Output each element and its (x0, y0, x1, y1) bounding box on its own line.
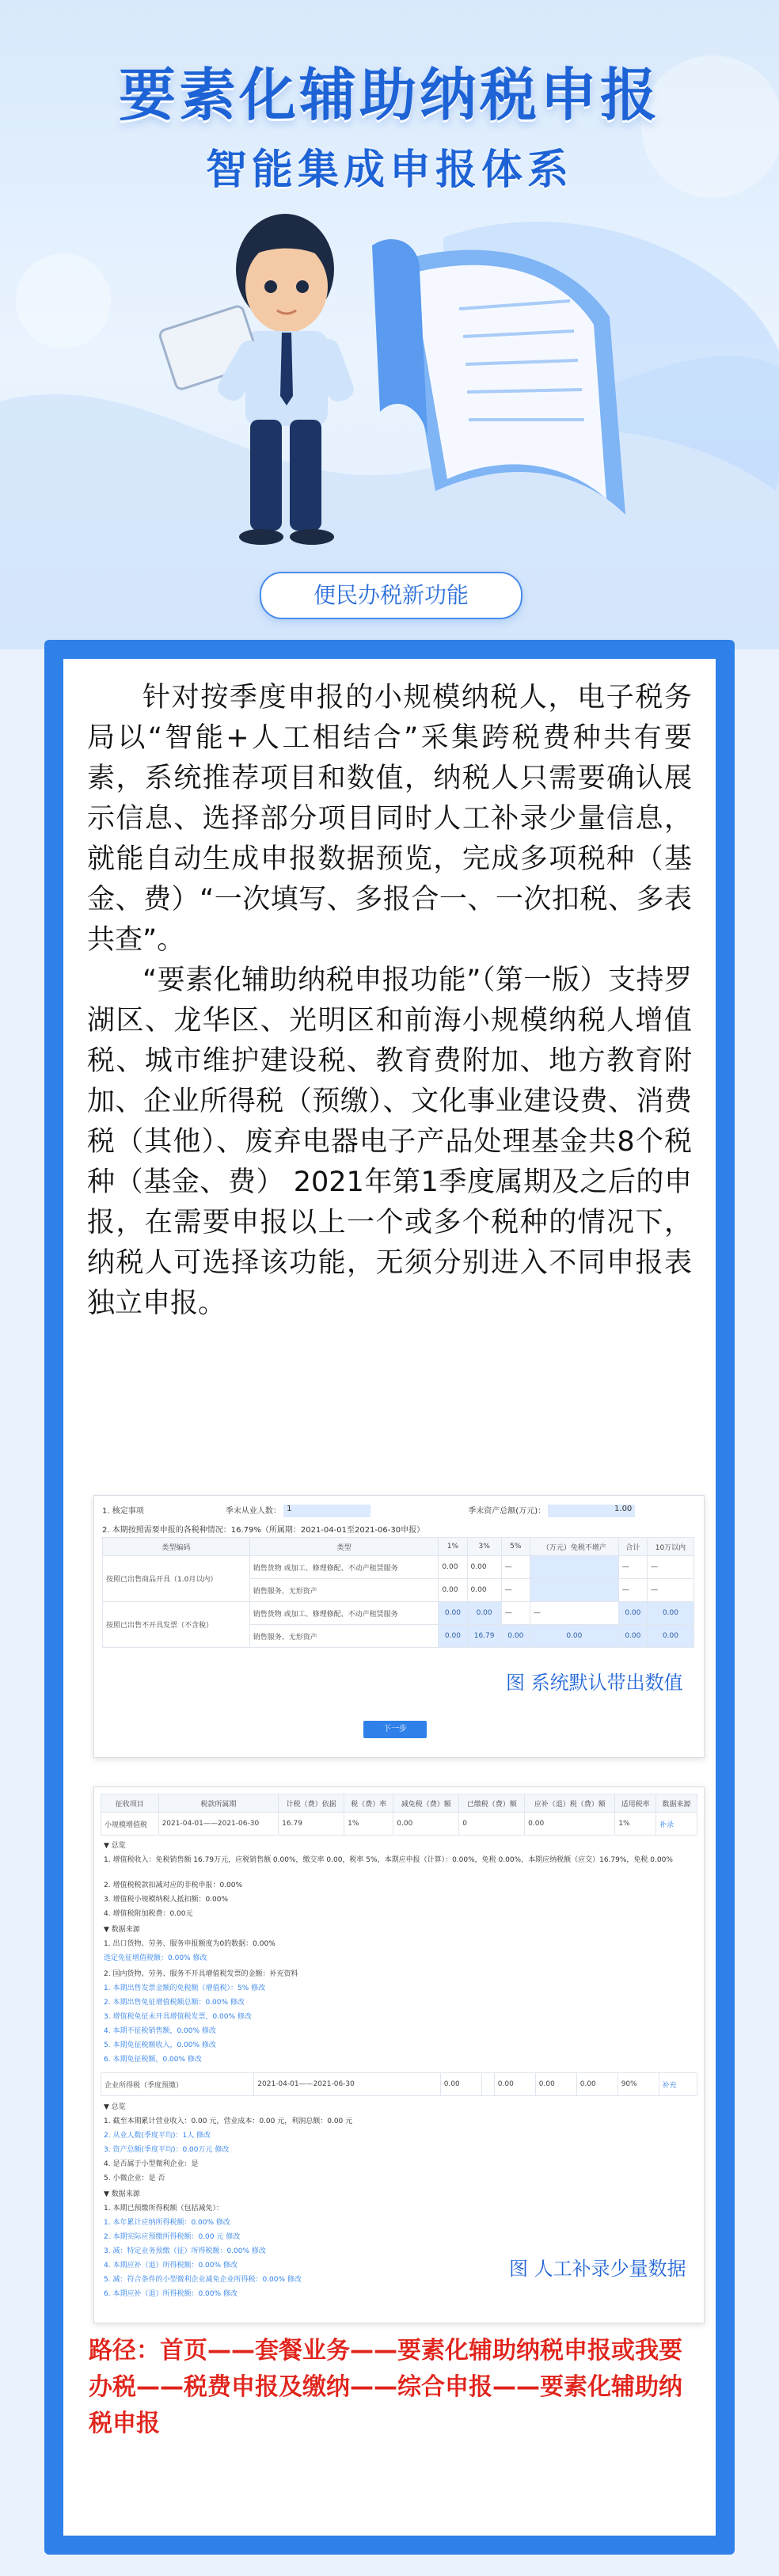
table-cell: 0.00 (440, 2073, 481, 2096)
income-tax-table (101, 2072, 697, 2096)
table-cell: 0.00 (494, 2073, 535, 2096)
table-header (101, 1794, 697, 1813)
section-toggle[interactable]: ▼ 数据来源 (104, 2190, 140, 2198)
table-cell: 0 (459, 1813, 525, 1836)
table-cell: — (618, 1556, 647, 1579)
detail-line: 1. 增值税收入：免税销售额 16.79万元，应税销售额 0.00%，缴交率 0.00，税率 5%，本期应申报（计算）：0.00%，免税 0.00%，本期应纳税额（应交）16.79%，免税 0.00% (104, 1856, 673, 1864)
col-header: 税款所属期 (158, 1794, 279, 1813)
small-enterprise-radio[interactable]: 5. 小微企业：是 否 (104, 2175, 165, 2182)
detail-line: 1. 截至本期累计营业收入：0.00 元，营业成本：0.00 元，利润总额：0.00 元 (104, 2117, 353, 2125)
table-cell: 销售服务、无形资产 (249, 1579, 439, 1602)
table-cell[interactable]: 0.00 (467, 1579, 501, 1602)
table-cell[interactable]: 0.00 (467, 1602, 501, 1625)
table-row[interactable] (101, 1813, 697, 1836)
col-header: 已缴税（费）额 (459, 1794, 525, 1813)
table-cell[interactable]: 0.00 (439, 1602, 467, 1625)
row1-field1-label: 季末从业人数： (225, 1507, 281, 1516)
table-cell (481, 2073, 494, 2096)
table-cell: 销售货物 或加工、修理修配、不动产租赁服务 (249, 1556, 439, 1579)
detail-line: 2. 增值税税款扣减对应的非税申报：0.00% (104, 1882, 243, 1889)
table-cell: 2021-04-01——2021-06-30 (158, 1813, 279, 1836)
table-cell[interactable]: 0.00 (467, 1556, 501, 1579)
table-cell: — (501, 1579, 530, 1602)
table-cell: — (501, 1602, 530, 1625)
table-cell: 2021-04-01——2021-06-30 (254, 2073, 440, 2096)
table-cell: 小规模增值税 (101, 1813, 159, 1836)
table-cell: 1% (615, 1813, 656, 1836)
col-header: 5% (501, 1538, 530, 1556)
caption-default-values: 图 系统默认带出数值 (506, 1672, 683, 1694)
intro-text (87, 678, 692, 1324)
table-cell: 0.00 (576, 2073, 618, 2096)
editable-line[interactable]: 4. 本期不征税销售额，0.00% 修改 (104, 2027, 216, 2035)
page-subtitle: 智能集成申报体系 (205, 146, 573, 194)
table-cell[interactable]: 0.00 (618, 1625, 647, 1648)
table-cell[interactable]: 0.00 (439, 1556, 467, 1579)
col-header: 10万以内 (647, 1538, 694, 1556)
detail-line: 4. 是否属于小型微利企业：是 (104, 2160, 199, 2168)
editable-line[interactable]: 4. 本期应补（退）所得税额：0.00% 修改 (104, 2262, 238, 2270)
detail-line: 4. 增值税附加税费：0.00元 (104, 1910, 193, 1918)
table-cell: — (501, 1556, 530, 1579)
section-toggle[interactable]: ▼ 总览 (104, 1842, 126, 1850)
screenshot-manual-supplement (93, 1786, 705, 2323)
table-cell: 销售服务、无形资产 (249, 1625, 439, 1648)
editable-line[interactable]: 3. 减：特定业务预缴（征）所得税额：0.00% 修改 (104, 2247, 266, 2255)
editable-line[interactable]: 2. 本期出售免征增值税额总额：0.00% 修改 (104, 1999, 245, 2007)
detail-line: 1. 本期已预缴所得税额（包括减免）： (104, 2205, 223, 2213)
editable-line[interactable]: 2. 本期实际应预缴所得税额：0.00 元 修改 (104, 2233, 241, 2241)
intro-paragraph-2: “要素化辅助纳税申报功能”（第一版）支持罗湖区、龙华区、光明区和前海小规模纳税人增值税、城市维护建设税、教育费附加、地方教育附加、企业所得税（预缴）、文化事业建设费、消费税（其他）、废弃电器电子产品处理基金共8个税种（基金、费） 2021年第1季度属期及之后的申报，在需要申报以上一个或多个税种的情况下，纳税人可选择该功能，无须分别进入不同申报表独立申报。 (87, 965, 692, 1319)
table-cell[interactable] (530, 1556, 618, 1579)
editable-line[interactable]: 选定免征增值税额：0.00% 修改 (104, 1954, 207, 1962)
table-row (103, 1556, 694, 1579)
table-cell[interactable]: 0.00 (618, 1602, 647, 1625)
navigation-path-text: 路径：首页——套餐业务——要素化辅助纳税申报或我要办税——税费申报及缴纳——综合申报——要素化辅助纳税申报 (89, 2337, 682, 2437)
row-declare-info: 2. 本期按照需要申报的各税种情况：16.79%（所属期：2021-04-01至2021-06-30申报） (102, 1526, 425, 1535)
editable-line[interactable]: 3. 增值税免征未开具增值税发票，0.00% 修改 (104, 2013, 252, 2021)
screenshot-default-values (93, 1495, 705, 1758)
detail-line: 3. 增值税小规模纳税人抵扣额：0.00% (104, 1896, 229, 1904)
table-cell: — (647, 1556, 694, 1579)
table-cell: 0.00 (393, 1813, 459, 1836)
table-cell[interactable]: 0.00 (439, 1579, 467, 1602)
supplement-link[interactable]: 补录 (656, 1813, 697, 1836)
hero-banner (0, 0, 779, 649)
caption-manual-supplement: 图 人工补录少量数据 (506, 2253, 690, 2281)
page-title: 要素化辅助纳税申报 (118, 62, 660, 128)
row1-value2-box (548, 1505, 635, 1517)
col-header: 数据来源 (656, 1794, 697, 1813)
sales-table (102, 1537, 694, 1648)
editable-line[interactable]: 3. 资产总额(季度平均)：0.00万元 修改 (104, 2146, 230, 2154)
table-cell: 0.00 (525, 1813, 615, 1836)
row1-value2: 1.00 (614, 1505, 633, 1513)
table-cell: 90% (618, 2073, 659, 2096)
table-cell[interactable] (530, 1579, 618, 1602)
intro-paragraph-1: 针对按季度申报的小规模纳税人，电子税务局以“智能+人工相结合”采集跨税费种共有要素，系统推荐项目和数值，纳税人只需要确认展示信息、选择部分项目同时人工补录少量信息，就能自动生成申报数据预览，完成多项税种（基金、费）“一次填写、多报合一、一次扣税、多表共查”。 (87, 682, 692, 956)
row1-value1: 1 (287, 1505, 292, 1513)
row1-field2-label: 季末资产总额(万元)： (468, 1507, 546, 1516)
table-cell[interactable]: 0.00 (530, 1625, 618, 1648)
table-cell[interactable]: 0.00 (501, 1625, 530, 1648)
table-header (103, 1538, 694, 1556)
col-header: 减免税（费）额 (393, 1794, 459, 1813)
col-header: 税（费）率 (344, 1794, 393, 1813)
col-header: 征收项目 (101, 1794, 159, 1813)
table-cell: 销售货物 或加工、修理修配、不动产租赁服务 (249, 1602, 439, 1625)
next-step-button[interactable]: 下一步 (363, 1721, 427, 1738)
editable-line[interactable]: 2. 从业人数(季度平均)：1人 修改 (104, 2132, 211, 2140)
table-cell: 企业所得税（季度预缴） (101, 2073, 254, 2096)
table-row[interactable] (101, 2073, 697, 2096)
tax-assistant-illustration (135, 198, 641, 570)
table-cell[interactable]: 0.00 (647, 1602, 694, 1625)
editable-line[interactable]: 5. 减：符合条件的小型微利企业减免企业所得税：0.00% 修改 (104, 2276, 302, 2284)
table-cell[interactable]: 0.00 (647, 1625, 694, 1648)
section-toggle[interactable]: ▼ 总览 (104, 2103, 126, 2111)
editable-line[interactable]: 6. 本期免征税额，0.00% 修改 (104, 2056, 202, 2064)
supplement-link[interactable]: 补充 (659, 2073, 697, 2096)
editable-line[interactable]: 1. 本期出售发票金额的免税额（增值税）：5% 修改 (104, 1984, 266, 1992)
col-header: （万元）免税不增产 (530, 1538, 618, 1556)
editable-line[interactable]: 1. 本年累计应纳所得税额：0.00% 修改 (104, 2219, 230, 2227)
col-header: 类型编码 (103, 1538, 250, 1556)
detail-line: 1. 出口货物、劳务、服务申报额度为0的数据：0.00% (104, 1940, 276, 1948)
table-cell: 0.00 (535, 2073, 576, 2096)
table-cell: 按照已出售商品开具（1.0月以内） (103, 1556, 250, 1602)
editable-line[interactable]: 5. 本期免征税额收入，0.00% 修改 (104, 2041, 216, 2049)
table-cell: 1% (344, 1813, 393, 1836)
row1-value1-box (283, 1505, 370, 1517)
detail-line: 2. 国内货物、劳务、服务不开具增值税发票的金额：补充资料 (104, 1970, 298, 1978)
editable-line[interactable]: 6. 本期应补（退）所得税额：0.00% 修改 (104, 2290, 238, 2298)
row-verification (102, 1504, 635, 1517)
row1-label: 1. 核定事项 (102, 1507, 144, 1516)
table-cell: — (618, 1579, 647, 1602)
col-header: 类型 (249, 1538, 439, 1556)
col-header: 合计 (618, 1538, 647, 1556)
new-feature-badge: 便民办税新功能 (260, 572, 522, 619)
section-toggle[interactable]: ▼ 数据来源 (104, 1926, 140, 1934)
col-header: 计税（费）依据 (279, 1794, 344, 1813)
table-cell: 16.79 (279, 1813, 344, 1836)
col-header: 3% (467, 1538, 501, 1556)
table-cell[interactable]: 16.79 (467, 1625, 501, 1648)
table-cell: 按照已出售不开具发票（不含稅） (103, 1602, 250, 1648)
col-header: 1% (439, 1538, 467, 1556)
table-cell: — (647, 1579, 694, 1602)
col-header: 应补（退）税（费）额 (525, 1794, 615, 1813)
table-cell: — (530, 1602, 618, 1625)
table-row (103, 1602, 694, 1625)
col-header: 适用税率 (615, 1794, 656, 1813)
table-cell[interactable]: 0.00 (439, 1625, 467, 1648)
tax-items-table (101, 1794, 697, 1836)
